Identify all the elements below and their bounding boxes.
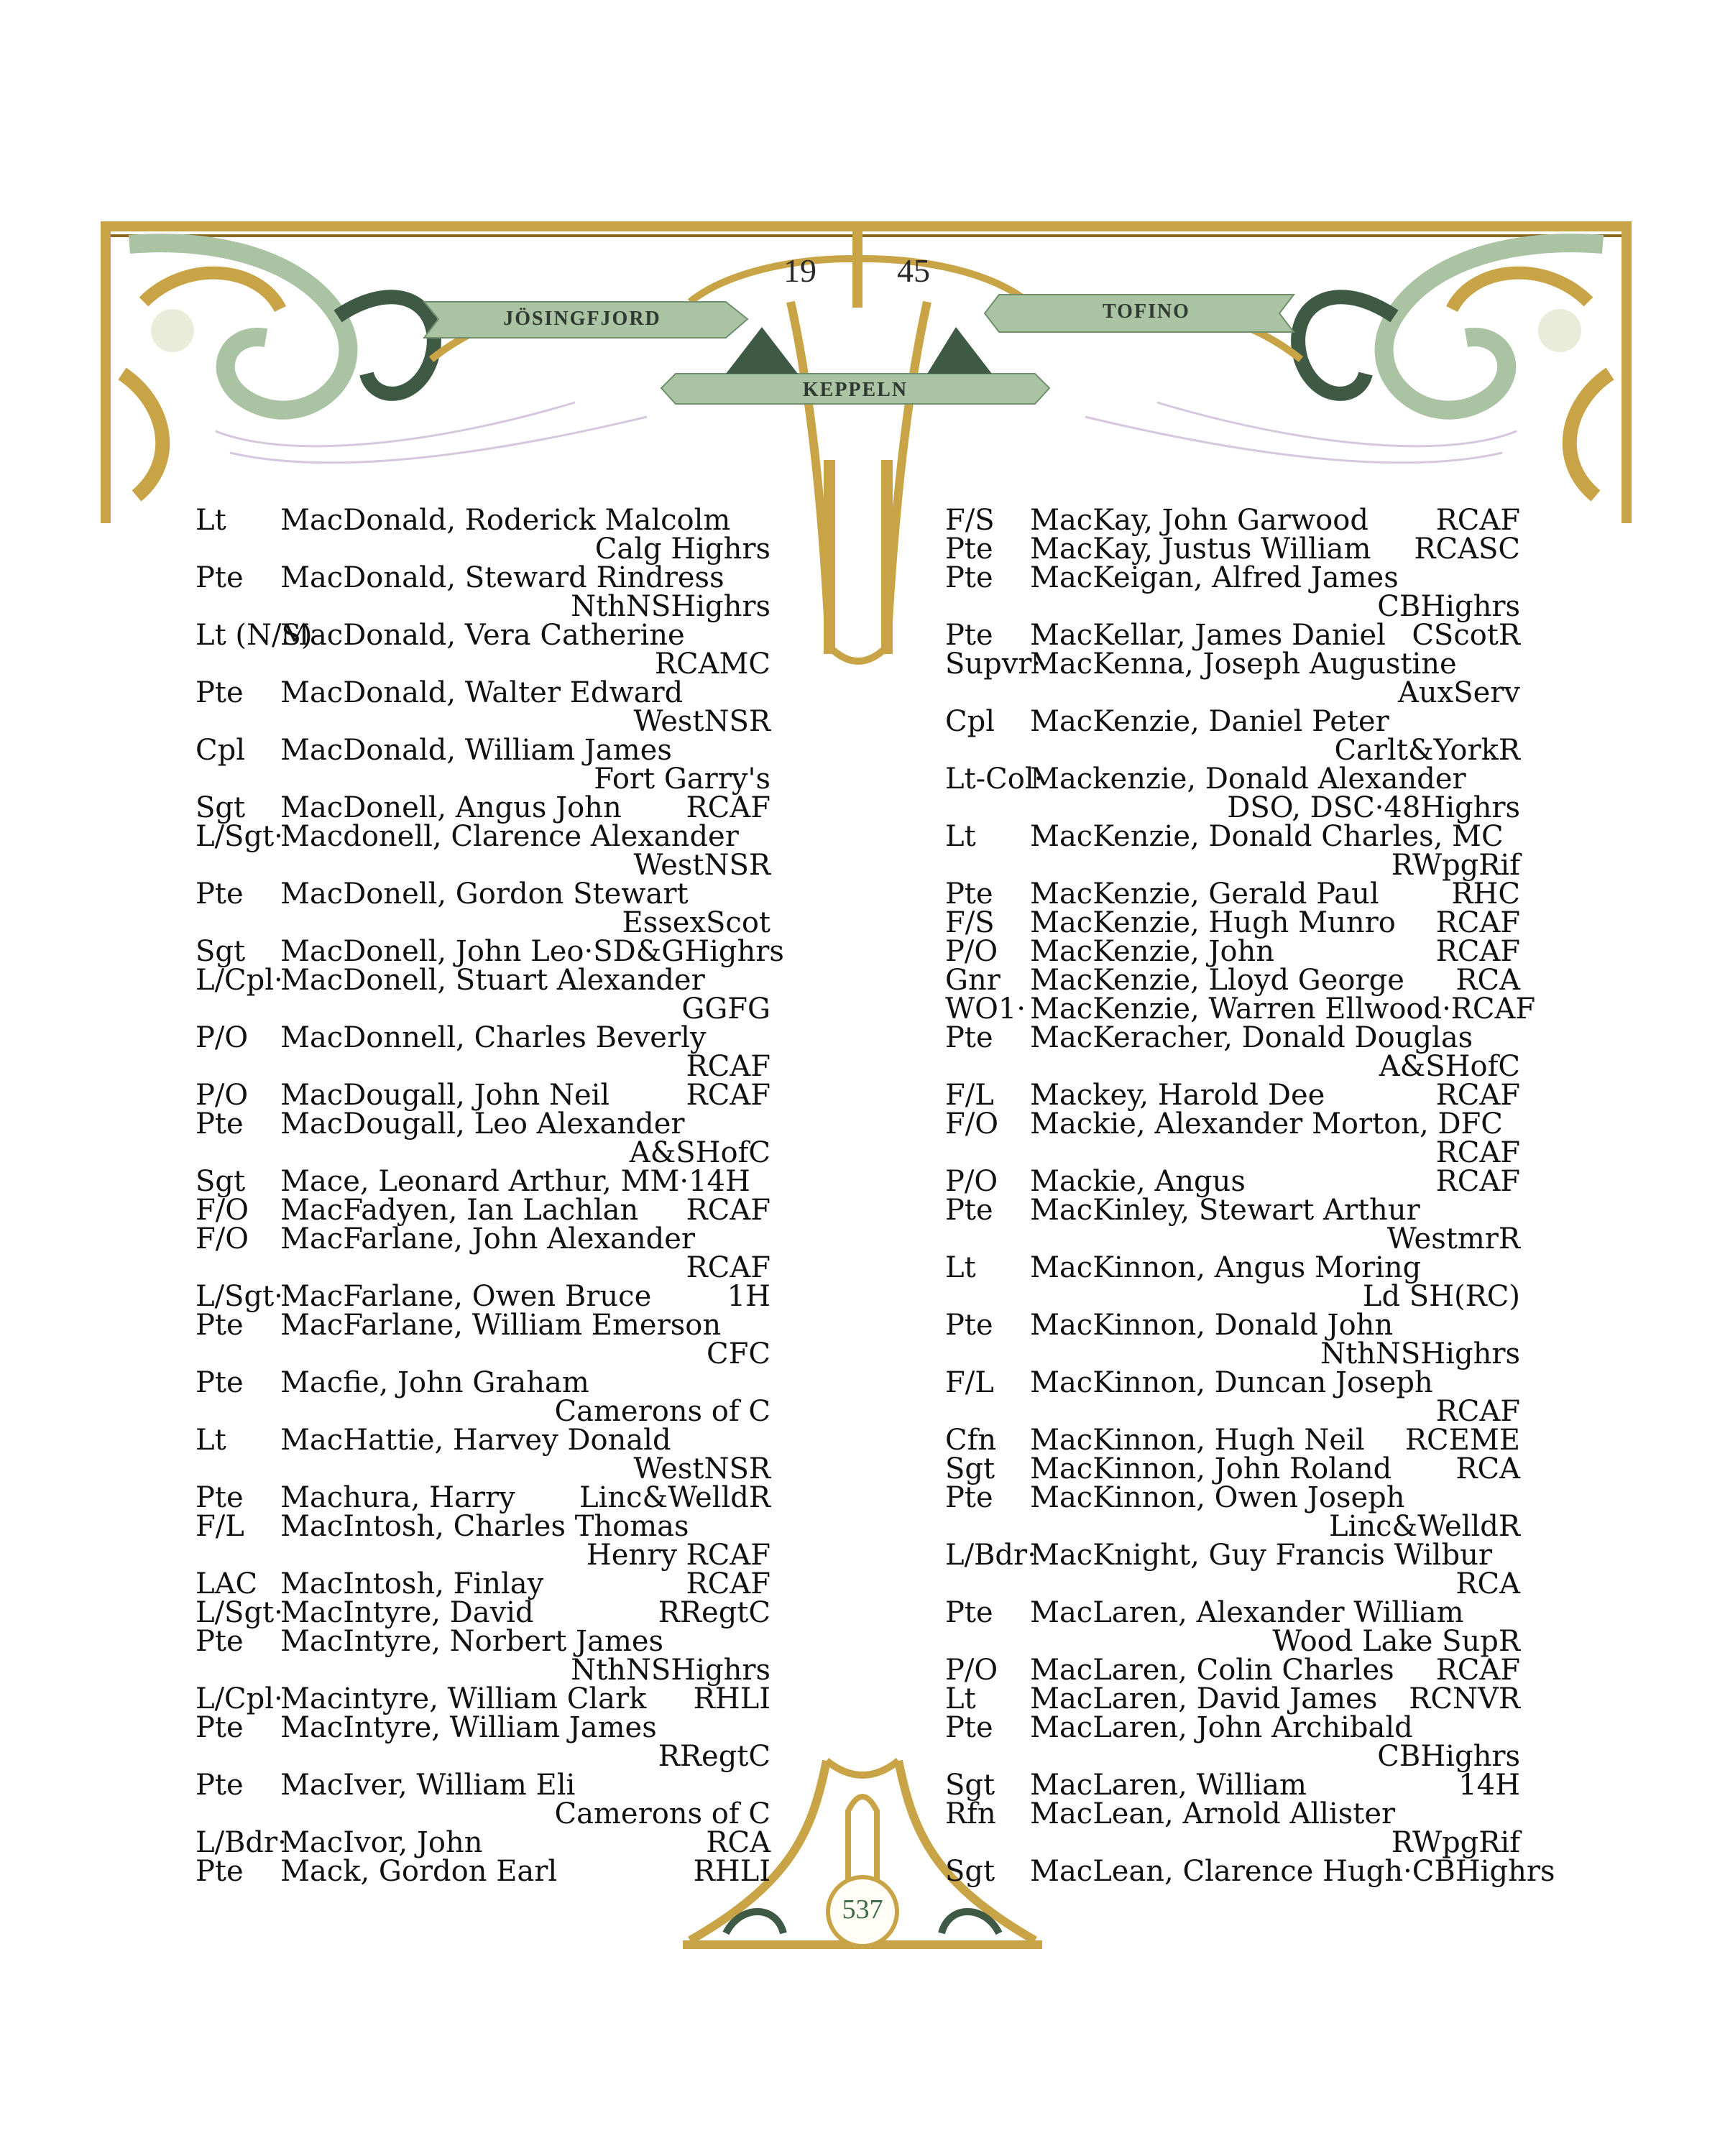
rank: L/Cpl· [196,964,283,997]
list-item [196,1081,770,1110]
banner-center-label: KEPPELN [802,379,908,401]
rank: WO1· [945,992,1026,1026]
banner-right-label: TOFINO [1103,300,1190,323]
list-item [945,1713,1520,1771]
name: Mackey, Harold Dee [1030,1079,1325,1112]
unit: Fort Garry's [594,763,770,796]
rank: Sgt [945,1452,995,1485]
unit: RCAF [1435,1079,1520,1112]
unit: WestNSR [633,705,770,738]
name: MacKay, Justus William [1030,533,1371,566]
name: MacKnight, Guy Francis Wilbur [1030,1539,1492,1572]
rank: Pte [196,1366,244,1399]
list-item [196,1426,770,1483]
list-item [196,964,770,1026]
name: MacFarlane, John Alexander [280,1222,695,1256]
unit: WestmrR [1386,1222,1520,1256]
rank: P/O [945,1654,998,1687]
list-item [945,650,1520,707]
rank: Pte [196,1711,244,1744]
unit: AuxServ [1398,676,1520,709]
unit: NthNSHighrs [1320,1337,1520,1370]
name: MacIvor, John [280,1826,483,1859]
top-border [101,221,1632,231]
unit: RCA [1455,964,1520,997]
list-item [945,966,1520,995]
unit: Linc&WelldR [579,1481,770,1514]
unit: CBHighrs [1377,590,1520,623]
rank: Pte [196,1309,244,1342]
rank: P/O [196,1079,249,1112]
unit: Linc&WelldR [1329,1510,1520,1543]
list-item [945,1253,1520,1311]
unit: RCA [1455,1452,1520,1485]
list-item [945,937,1520,966]
left-column [196,504,784,1888]
right-scroll-ornament [1085,243,1610,496]
rank: F/S [945,906,995,939]
name: MacKinnon, Duncan Joseph [1030,1366,1433,1399]
name: MacDougall, John Neil [280,1079,610,1112]
rank: Pte [945,1021,993,1054]
name: MacFarlane, William Emerson [280,1309,722,1342]
rank: Sgt [945,1769,995,1802]
name: MacKinnon, John Roland [1030,1452,1392,1485]
name: MacLean, Clarence Hugh·CBHighrs [1030,1855,1555,1888]
name: MacKellar, James Daniel [1030,619,1386,652]
list-item [196,734,770,796]
name: MacDonald, Steward Rindress [280,561,724,594]
name: MacKeracher, Donald Douglas [1030,1021,1473,1054]
list-item [945,1368,1520,1426]
name: Machura, Harry [280,1481,515,1514]
unit: RCAF [1435,1136,1520,1169]
rank: Lt [945,820,976,853]
name: MacDonell, Angus John [280,791,622,824]
list-item [196,1222,770,1284]
unit: NthNSHighrs [571,590,770,623]
unit: RCASC [1414,533,1520,566]
rank: Sgt [196,1165,246,1198]
name: MacDonald, Roderick Malcolm [280,504,731,537]
name: MacIntyre, Norbert James [280,1625,664,1658]
unit: RCAF [686,1567,770,1600]
rank: P/O [196,1021,249,1054]
name: Macintyre, William Clark [280,1682,647,1715]
rank: F/L [196,1510,244,1543]
right-border [1622,221,1632,523]
unit: Ld SH(RC) [1362,1280,1520,1313]
list-item [945,707,1520,765]
list-item [196,1771,770,1828]
name: MacKenzie, Gerald Paul [1030,877,1379,911]
list-item [196,877,770,939]
list-item [945,877,1520,911]
rank: Lt-Col· [945,763,1044,796]
unit: Calg Highrs [594,533,770,566]
unit: RCAF [1435,906,1520,939]
list-item [196,1682,770,1715]
rank: Lt [945,1251,976,1284]
list-item [196,1311,770,1368]
rank: Pte [945,1309,993,1342]
name: MacHattie, Harvey Donald [280,1424,671,1457]
list-item [196,619,770,681]
name: MacDonald, William James [280,734,672,767]
unit: RCAF [686,1050,770,1083]
list-item [945,765,1520,822]
rank: Rfn [945,1797,996,1830]
name: MacDonald, Vera Catherine [280,619,685,652]
unit: RCAF [1435,1654,1520,1687]
rank: Pte [196,561,244,594]
rank: Lt [945,1682,976,1715]
name: MacKenzie, Hugh Munro [1030,906,1396,939]
rank: P/O [945,935,998,968]
name: MacKinnon, Hugh Neil [1030,1424,1365,1457]
rank: LAC [196,1567,258,1600]
rank: L/Sgt· [196,1280,283,1313]
list-item [196,935,784,968]
unit: RCAF [1435,504,1520,537]
list-item [945,1797,1520,1859]
rank: L/Cpl· [196,1682,283,1715]
list-item [196,793,770,822]
list-item [945,1855,1555,1888]
name: MacIntosh, Charles Thomas [280,1510,689,1543]
list-item [945,506,1520,535]
rank: Sgt [945,1855,995,1888]
list-item [945,563,1520,621]
unit: RCA [706,1826,770,1859]
unit: Wood Lake SupR [1272,1625,1520,1658]
rank: L/Sgt· [196,820,283,853]
list-item [196,1567,770,1600]
rank: F/O [196,1222,249,1256]
rank: Pte [196,1625,244,1658]
unit: GGFG [681,992,770,1026]
name: Mace, Leonard Arthur, MM·14H [280,1165,750,1198]
name: MacIntyre, David [280,1596,534,1629]
list-item [945,1311,1520,1368]
unit: RRegtC [658,1740,770,1773]
name: MacKinnon, Angus Moring [1030,1251,1422,1284]
name: MacIntosh, Finlay [280,1567,544,1600]
page-number: 537 [842,1894,883,1925]
rank: Pte [196,1855,244,1888]
rank: Pte [196,877,244,911]
name: MacLaren, David James [1030,1682,1378,1715]
unit: DSO, DSC·48Highrs [1227,791,1520,824]
list-item [945,1194,1520,1256]
name: Mack, Gordon Earl [280,1855,558,1888]
name: Mackie, Angus [1030,1165,1246,1198]
unit: RHLI [693,1682,770,1715]
rank: Cpl [196,734,246,767]
name: MacLaren, John Archibald [1030,1711,1413,1744]
name: MacKeigan, Alfred James [1030,561,1399,594]
unit: NthNSHighrs [571,1654,770,1687]
unit: 14H [1458,1769,1520,1802]
list-item [945,822,1520,880]
name: MacDonell, John Leo·SD&GHighrs [280,935,784,968]
unit: Carlt&YorkR [1334,734,1520,767]
year-left: 19 [783,252,816,289]
unit: Camerons of C [554,1797,770,1830]
rank: Cpl [945,705,995,738]
unit: RCAF [1435,1395,1520,1428]
name: Mackie, Alexander Morton, DFC [1030,1107,1503,1141]
unit: RCAMC [654,648,770,681]
year-right: 45 [897,252,930,289]
list-item [196,1627,770,1685]
list-item [196,1282,770,1311]
unit: RWpgRif [1391,1826,1520,1859]
list-item [945,1107,1520,1169]
rank: Lt [196,1424,226,1457]
list-item [945,1452,1520,1485]
name: MacKay, John Garwood [1030,504,1368,537]
unit: WestNSR [633,1452,770,1485]
list-item [196,1368,770,1426]
name: MacIntyre, William James [280,1711,657,1744]
unit: RCAF [686,1194,770,1227]
list-item [196,1107,770,1169]
rank: Lt [196,504,226,537]
rank: L/Bdr· [196,1826,287,1859]
unit: CFC [707,1337,770,1370]
list-item [945,1541,1520,1598]
name: MacDonell, Gordon Stewart [280,877,689,911]
list-item [196,1167,770,1196]
rank: P/O [945,1165,998,1198]
list-item [945,908,1520,937]
name: MacFadyen, Ian Lachlan [280,1194,639,1227]
rank: Sgt [196,935,246,968]
unit: RCAF [1435,935,1520,968]
rank: Pte [945,1711,993,1744]
rank: Pte [945,877,993,911]
unit: RHLI [693,1855,770,1888]
rank: Pte [196,676,244,709]
list-item [945,1023,1520,1081]
name: Mackenzie, Donald Alexander [1030,763,1466,796]
list-item [196,1512,770,1570]
rank: Pte [945,561,993,594]
list-item [945,1598,1520,1656]
name: MacKinnon, Donald John [1030,1309,1394,1342]
list-item [945,1483,1520,1541]
name: MacKenzie, Donald Charles, MC [1030,820,1504,853]
name: MacDonald, Walter Edward [280,676,684,709]
name: MacKenna, Joseph Augustine [1030,648,1457,681]
name: MacKinnon, Owen Joseph [1030,1481,1405,1514]
unit: EssexScot [622,906,770,939]
list-item [196,1023,770,1081]
unit: RCAF [686,791,770,824]
name: Macdonell, Clarence Alexander [280,820,739,853]
rank: Pte [945,1194,993,1227]
rank: Pte [945,1596,993,1629]
name: Macfie, John Graham [280,1366,589,1399]
rank: Pte [945,533,993,566]
name: MacDonell, Stuart Alexander [280,964,705,997]
rank: L/Sgt· [196,1596,283,1629]
left-scroll-ornament [122,243,647,496]
name: MacDougall, Leo Alexander [280,1107,685,1141]
rank: F/O [945,1107,999,1141]
list-item [196,1483,770,1512]
unit: RHC [1451,877,1520,911]
unit: RCAF [1435,1165,1520,1198]
rank: Pte [196,1107,244,1141]
rank: Pte [945,619,993,652]
name: MacKenzie, John [1030,935,1275,968]
unit: 1H [727,1280,770,1313]
rank: Supvr· [945,648,1041,681]
unit: WestNSR [633,849,770,882]
center-divider [852,221,862,308]
name: MacKenzie, Daniel Peter [1030,705,1389,738]
list-item [945,533,1520,566]
unit: CScotR [1412,619,1520,652]
name: MacKenzie, Lloyd George [1030,964,1404,997]
unit: Camerons of C [554,1395,770,1428]
list-item [196,1196,770,1225]
unit: RCAF [686,1079,770,1112]
list-item [196,822,770,880]
unit: RWpgRif [1391,849,1520,882]
list-item [196,678,770,736]
banner-left-label: JÖSINGFJORD [503,308,661,330]
list-item [196,1598,770,1627]
name: MacLaren, Alexander William [1030,1596,1464,1629]
unit: RCNVR [1409,1682,1520,1715]
unit: RCEME [1404,1424,1520,1457]
unit: A&SHofC [629,1136,770,1169]
name: MacFarlane, Owen Bruce [280,1280,652,1313]
unit: A&SHofC [1379,1050,1520,1083]
rank: Lt (N/S) [196,619,313,652]
rank: Pte [196,1769,244,1802]
list-item [945,621,1520,650]
list-item [945,992,1536,1026]
unit: RCAF [686,1251,770,1284]
list-item [196,1713,770,1771]
name: MacLaren, William [1030,1769,1307,1802]
rank: F/O [196,1194,249,1227]
unit: Henry RCAF [586,1539,770,1572]
name: MacKenzie, Warren Ellwood·RCAF [1030,992,1536,1026]
rank: F/S [945,504,995,537]
list-item [945,1656,1520,1685]
right-column [945,504,1555,1888]
rank: F/L [945,1366,994,1399]
name: MacDonnell, Charles Beverly [280,1021,707,1054]
left-border [101,221,111,523]
list-item [945,1426,1520,1455]
rank: Pte [196,1481,244,1514]
rank: Cfn [945,1424,997,1457]
rank: L/Bdr· [945,1539,1036,1572]
name: MacLean, Arnold Allister [1030,1797,1396,1830]
list-item [196,504,770,566]
unit: RCA [1455,1567,1520,1600]
list-item [196,1857,770,1886]
list-item [196,1828,770,1857]
unit: RRegtC [658,1596,770,1629]
list-item [196,563,770,621]
rank: Sgt [196,791,246,824]
name: MacIver, William Eli [280,1769,576,1802]
rank: Pte [945,1481,993,1514]
list-item [945,1167,1520,1196]
unit: CBHighrs [1377,1740,1520,1773]
list-item [945,1771,1520,1800]
list-item [945,1682,1520,1715]
rank: Gnr [945,964,1000,997]
list-item [945,1081,1520,1110]
rank: F/L [945,1079,994,1112]
name: MacLaren, Colin Charles [1030,1654,1394,1687]
name: MacKinley, Stewart Arthur [1030,1194,1420,1227]
